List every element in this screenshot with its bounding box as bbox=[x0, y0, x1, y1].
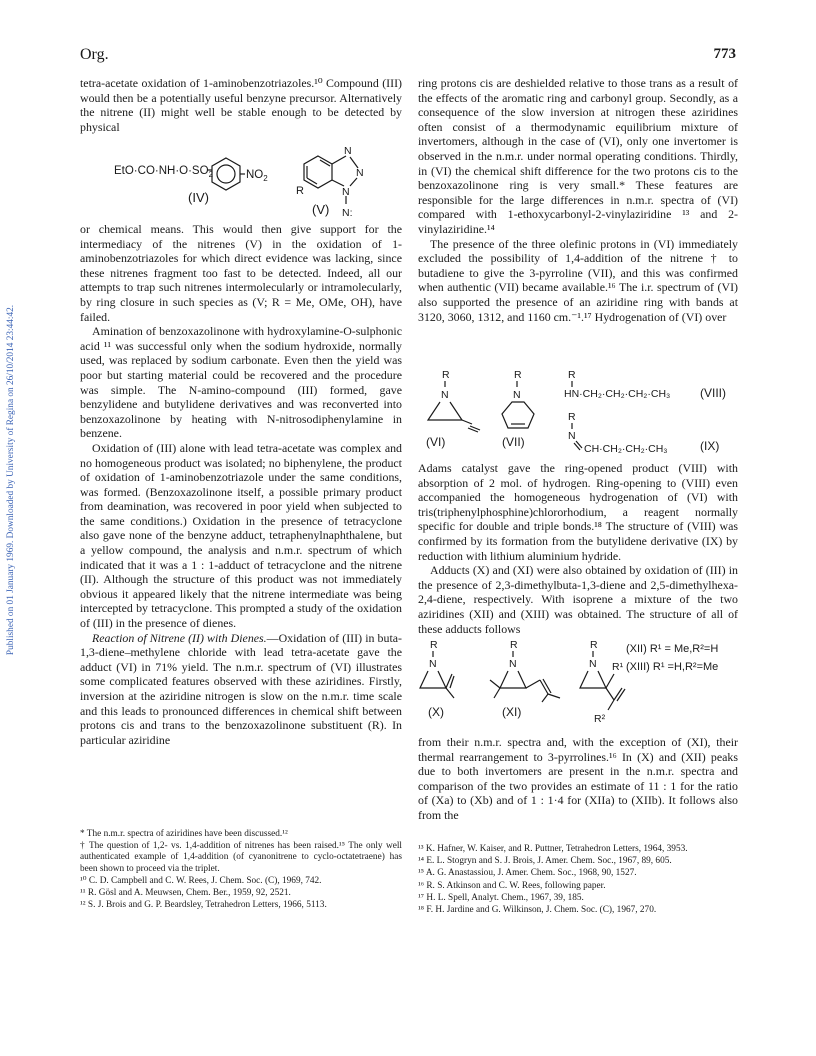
right-paragraph-4: Adducts (X) and (XI) were also obtained by oxidation of (III) in the presence of 2,3-dimethylbuta-1,3-diene and 2,5-dimethylhexa-2,4-diene, respectively. With isoprene a mixture of the two aziridines (XII) and (XIII) was obtained. The structure of all of these adducts follows bbox=[418, 563, 738, 636]
xii-aziridine bbox=[580, 671, 606, 688]
right-paragraph-5: from their n.m.r. spectra and, with the exception of (XI), their thermal rearrangement to 3-pyrrolines.¹⁶ In (X) and (XII) peaks due to both invertomers are present in the n.m.r. spectra and comparison of the two provides an estimate of 11 : 1 for the ratio of (Xa) to (Xb) and of 1 : 1·4 for (XIIa) to (XIIb). It follows also from the bbox=[418, 735, 738, 822]
v-nitrene: N: bbox=[342, 207, 353, 219]
label-vii: (VII) bbox=[502, 435, 525, 449]
xi-r: R bbox=[510, 639, 518, 651]
iv-aromatic-circle bbox=[217, 165, 235, 183]
ix-n: N bbox=[568, 430, 576, 442]
left-column-top bbox=[80, 76, 402, 134]
footnote: * The n.m.r. spectra of aziridines have been discussed.¹² bbox=[80, 829, 288, 839]
viii-r: R bbox=[568, 369, 576, 381]
scheme-iv-v bbox=[80, 138, 402, 220]
label-xii: (XII) R¹ = Me,R²=H bbox=[626, 643, 719, 655]
xi-aziridine bbox=[500, 671, 526, 688]
footnote: ¹⁰ C. D. Campbell and C. W. Rees, J. Chem. Soc. (C), 1969, 742. bbox=[80, 875, 322, 886]
right-column-middle bbox=[418, 461, 738, 636]
footnote: ¹⁵ A. G. Anastassiou, J. Amer. Chem. Soc., 1968, 90, 1527. bbox=[418, 868, 637, 879]
left-paragraph-5 bbox=[80, 631, 402, 748]
v-r: R bbox=[296, 185, 304, 197]
label-x: (X) bbox=[428, 705, 444, 719]
label-ix: (IX) bbox=[700, 439, 720, 453]
v-n-top: N bbox=[344, 145, 352, 157]
watermark-text: Published on 01 January 1969. Downloaded by University of Regina on 26/10/2014 23:44:42. bbox=[6, 304, 16, 656]
footnote: ¹⁶ R. S. Atkinson and C. W. Rees, following paper. bbox=[418, 880, 606, 891]
left-paragraph-1: tetra-acetate oxidation of 1-aminobenzotriazoles.¹⁰ Compound (III) would then be a potentially useful benzyne precursor. Alternatively the nitrene (II) might well be stable enough to be detected by physical bbox=[80, 76, 402, 134]
label-vi: (VI) bbox=[426, 435, 446, 449]
ix-formula: CH·CH₂·CH₂·CH₃ bbox=[584, 443, 668, 455]
vi-r: R bbox=[442, 369, 450, 381]
vi-n: N bbox=[441, 389, 449, 401]
x-n: N bbox=[429, 658, 437, 670]
download-watermark bbox=[0, 230, 22, 730]
footnote: ¹² S. J. Brois and G. P. Beardsley, Tetrahedron Letters, 1966, 5113. bbox=[80, 900, 327, 911]
x-r: R bbox=[430, 639, 438, 651]
page-number: 773 bbox=[713, 46, 736, 62]
section-heading: Reaction of Nitrene (II) with Dienes. bbox=[92, 630, 267, 645]
xii-r2: R² bbox=[594, 713, 606, 725]
footnote: ¹³ K. Hafner, W. Kaiser, and R. Puttner, Tetrahedron Letters, 1964, 3953. bbox=[418, 844, 688, 854]
iv-formula: $EtO\cdot CO\cdot NH\cdot O\cdot SO_2$ bbox=[114, 165, 214, 179]
left-paragraph-4: Oxidation of (III) alone with lead tetra-acetate was complex and no homogeneous product was isolated; no biphenylene, the product of oxidation of 1-aminobenzotriazole under the same conditions, was formed. (Benzoxazolinone itself, a possible primary product from deamination, was recovered in poor yield when subjected to the same conditions.) Oxidation in the presence of tetracyclone also gave none of the benzyne adduct, tetraphenylnaphthalene, but a yellow compound, the analysis and n.m.r. spectrum of which indicated that it was a 1 : 1-adduct of tetracyclone and the nitrene (II). Although the structure of this product was not immediately obvious it appeared likely that the nitrene intermediate was being intercepted by tetracyclone. This prompted a study of the oxidation of (III) in the presence of dienes. bbox=[80, 440, 402, 631]
vii-r: R bbox=[514, 369, 522, 381]
right-column-top bbox=[418, 76, 738, 324]
journal-name: Org. bbox=[80, 46, 109, 63]
left-footnotes bbox=[80, 829, 402, 912]
v-n-bottom: N bbox=[342, 186, 350, 198]
left-paragraph-5-body: —Oxidation of (III) in buta-1,3-diene–methylene chloride with lead tetra-acetate gave the adduct (VI) in 71% yield. The n.m.r. spectrum of (VI) illustrates some complicated features observed with these aziridines. Firstly, inversion at the aziridine nitrogen is slow on the n.m.r. time scale and this leads to pronounced differences in chemical shift between protons cis and trans to the benzoxazolinone substituent (R). In particular aziridine bbox=[80, 630, 402, 747]
xi-n: N bbox=[509, 658, 517, 670]
x-aziridine bbox=[420, 671, 446, 688]
left-paragraph-3: Amination of benzoxazolinone with hydroxylamine-O-sulphonic acid ¹¹ was successful only when the sodium hydroxide, normally used, was replaced by sodium carbonate. Even then the yield was poor but starting material could be recovered and the procedure was simple. The N-amino-compound (III) formed, gave benzylidene and butylidene derivatives and was reconverted into benzoxazolinone by heating with N-nitrosodiphenylamine in benzene. bbox=[80, 324, 402, 441]
right-column-bottom bbox=[418, 735, 738, 823]
footnote: † The question of 1,2- vs. 1,4-addition of nitrenes has been raised.¹⁵ The only well authenticated example of 1,4-addition (of cyanonitrene to cyclo-octatetraene) has been shown to proceed via the triplet. bbox=[80, 841, 402, 874]
right-paragraph-1: ring protons cis are deshielded relative to those trans as a result of the effects of the aromatic ring and carbonyl group. Secondly, as a consequence of the slow inversion at nitrogen these aziridines often consist of a thermodynamic equilibrium mixture of invertomers, although in the case of (VI), only one invertomer is observed in the n.m.r. under normal operating conditions. Thirdly, in (VI) the chemical shift difference for the two protons cis to the benzoxazolinone ring is very small.* These features are responsible for the large differences in n.m.r. spectra of (VI) compared with 1-ethoxycarbonyl-2-vinylaziridine ¹³ and 2-vinylaziridine.¹⁴ bbox=[418, 76, 738, 236]
vii-n: N bbox=[513, 389, 521, 401]
footnote: ¹⁸ F. H. Jardine and G. Wilkinson, J. Chem. Soc. (C), 1967, 270. bbox=[418, 905, 657, 916]
scheme-vi-ix bbox=[418, 366, 738, 458]
v-benzene-ring bbox=[304, 156, 332, 188]
xii-n: N bbox=[589, 658, 597, 670]
viii-formula: HN·CH₂·CH₂·CH₂·CH₃ bbox=[564, 388, 671, 400]
scheme-x-xiii bbox=[418, 636, 738, 732]
label-iv: (IV) bbox=[188, 190, 209, 205]
left-paragraph-2: or chemical means. This would then give support for the intermediacy of the nitrenes (V) in the oxidation of 1-aminobenzotriazoles for which direct evidence was lacking, since these nitrenes fragment too fast to be detected. Indeed, all our attempts to trap such nitrenes intermolecularly or intramolecularly, by ring closure in such species as (V; R = Me, OMe, OH), have failed. bbox=[80, 222, 402, 324]
label-xiii: (XIII) R¹ =H,R²=Me bbox=[626, 661, 719, 673]
footnote: ¹⁴ E. L. Stogryn and S. J. Brois, J. Amer. Chem. Soc., 1967, 89, 605. bbox=[418, 856, 672, 867]
iv-nitro: $NO_2$ bbox=[246, 169, 268, 183]
vi-aziridine bbox=[428, 402, 462, 420]
label-viii: (VIII) bbox=[700, 386, 726, 400]
xii-r1: R¹ bbox=[612, 661, 624, 673]
right-paragraph-2: The presence of the three olefinic protons in (VI) immediately excluded the possibility of 1,4-addition of the nitrene † to butadiene to give the 3-pyrroline (VII), and this was confirmed when authentic (VII) became available.¹⁶ The i.r. spectrum of (VI) also supported the presence of an aziridine ring with bands at 3120, 3060, 1312, and 1160 cm.⁻¹.¹⁷ Hydrogenation of (VI) over bbox=[418, 236, 738, 324]
ix-r: R bbox=[568, 411, 576, 423]
iv-benzene-ring bbox=[212, 158, 240, 190]
v-n-right: N bbox=[356, 167, 364, 179]
right-paragraph-3: Adams catalyst gave the ring-opened product (VIII) with absorption of 2 mol. of hydrogen. Ring-opening to (VIII) even accompanied the homogeneous hydrogenation of (VI) with tris(triphenylphosphine)chlororhodium, a reagent normally specific for double and triple bonds.¹⁸ The structure of (VIII) was confirmed by its formation from the butylidene derivative (IX) by reduction with lithium aluminium hydride. bbox=[418, 461, 738, 563]
right-footnotes bbox=[418, 844, 738, 917]
footnote: ¹¹ R. Gösl and A. Meuwsen, Chem. Ber., 1959, 92, 2521. bbox=[80, 888, 291, 899]
label-xi: (XI) bbox=[502, 705, 522, 719]
xii-r: R bbox=[590, 639, 598, 651]
left-column-main bbox=[80, 222, 402, 747]
footnote: ¹⁷ H. L. Spell, Analyt. Chem., 1967, 39, 185. bbox=[418, 892, 584, 903]
label-v: (V) bbox=[312, 202, 330, 217]
